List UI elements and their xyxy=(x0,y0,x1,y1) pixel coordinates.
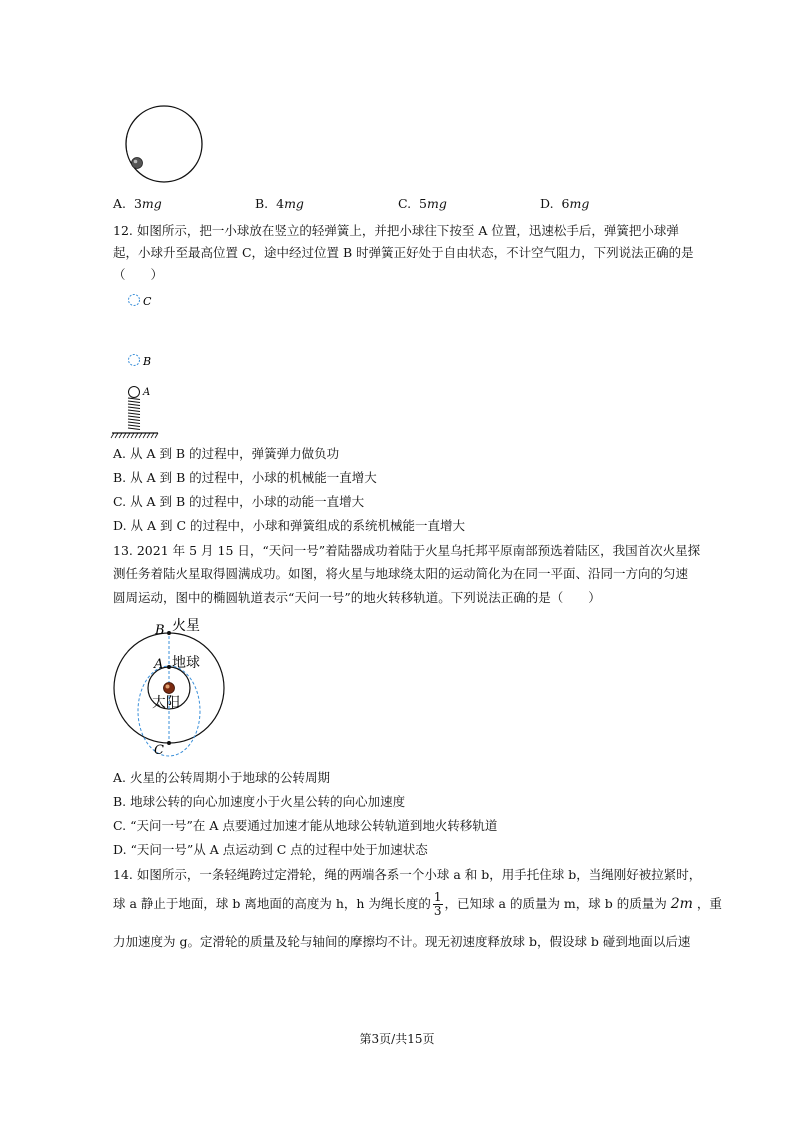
q13-option-a: A. 火星的公转周期小于地球的公转周期 xyxy=(113,770,330,785)
q11-ball xyxy=(132,158,143,169)
label-b: B xyxy=(155,623,165,638)
q14-text-line2: 球 a 静止于地面，球 b 离地面的高度为 h，h 为绳长度的 $\frac{1}{3}$ ，已知球 a 的质量为 m，球 b 的质量为 2m ，重 xyxy=(113,890,722,918)
q12-label-c: C xyxy=(143,295,152,308)
q14-text-line3: 力加速度为 g。定滑轮的质量及轮与轴间的摩擦均不计。现无初速度释放球 b，假设球 b 碰到地面以后速 xyxy=(113,934,691,949)
label-c: C xyxy=(154,743,164,758)
q12-spring-figure xyxy=(110,288,170,440)
q11-circle-figure xyxy=(118,100,210,192)
label-a: A xyxy=(154,657,164,672)
q12-position-c-ball xyxy=(129,295,140,306)
label-mars: 火星 xyxy=(172,618,200,634)
q12-option-c: C. 从 A 到 B 的过程中，小球的动能一直增大 xyxy=(113,494,365,509)
q14-text-line1: 14. 如图所示，一条轻绳跨过定滑轮，绳的两端各系一个小球 a 和 b，用手托住球 b，当绳刚好被拉紧时， xyxy=(113,867,702,882)
q11-option-c: C. 5mg xyxy=(398,196,447,211)
point-c xyxy=(167,741,171,745)
q11-option-a: A. 3mg xyxy=(113,196,162,211)
label-earth: 地球 xyxy=(172,655,200,671)
q14-fraction: $\frac{1}{3}$ xyxy=(433,890,442,918)
q12-text-line1: 12. 如图所示，把一小球放在竖立的轻弹簧上，并把小球往下按至 A 位置，迅速松手后，弹簧把小球弹 xyxy=(113,223,679,238)
q13-text-line1: 13. 2021 年 5 月 15 日，“天问一号”着陆器成功着陆于火星乌托邦平原南部预选着陆区，我国首次火星探 xyxy=(113,543,701,558)
point-a xyxy=(167,665,171,669)
q11-option-d: D. 6mg xyxy=(540,196,590,211)
q12-spring xyxy=(128,398,140,430)
q13-text-line3: 圆周运动，图中的椭圆轨道表示“天问一号”的地火转移轨道。下列说法正确的是（ ） xyxy=(113,590,601,605)
point-b xyxy=(167,631,171,635)
q12-position-b-ball xyxy=(129,355,140,366)
q12-option-a: A. 从 A 到 B 的过程中，弹簧弹力做负功 xyxy=(113,446,340,461)
label-sun: 太阳 xyxy=(152,695,180,711)
q13-option-c: C. “天问一号”在 A 点要通过加速才能从地球公转轨道到地火转移轨道 xyxy=(113,818,498,833)
q13-orbit-figure xyxy=(110,612,235,758)
q12-text-line2: 起，小球升至最高位置 C，途中经过位置 B 时弹簧正好处于自由状态，不计空气阻力，下列说法正确的是 xyxy=(113,245,694,260)
q12-option-d: D. 从 A 到 C 的过程中，小球和弹簧组成的系统机械能一直增大 xyxy=(113,518,466,533)
q13-option-d: D. “天问一号”从 A 点运动到 C 点的过程中处于加速状态 xyxy=(113,842,428,857)
sun-icon xyxy=(164,683,175,694)
q12-position-a-ball xyxy=(129,387,140,398)
q12-text-line3: （ ） xyxy=(113,267,164,282)
q11-option-b: B. 4mg xyxy=(255,196,304,211)
page-footer: 第3页/共15页 xyxy=(359,1032,435,1046)
q12-label-b: B xyxy=(143,355,152,368)
q12-option-b: B. 从 A 到 B 的过程中，小球的机械能一直增大 xyxy=(113,470,377,485)
q13-text-line2: 测任务着陆火星取得圆满成功。如图，将火星与地球绕太阳的运动简化为在同一平面、沿同一方向的匀速 xyxy=(113,566,689,581)
q13-option-b: B. 地球公转的向心加速度小于火星公转的向心加速度 xyxy=(113,794,406,809)
q12-label-a: A xyxy=(143,387,151,398)
